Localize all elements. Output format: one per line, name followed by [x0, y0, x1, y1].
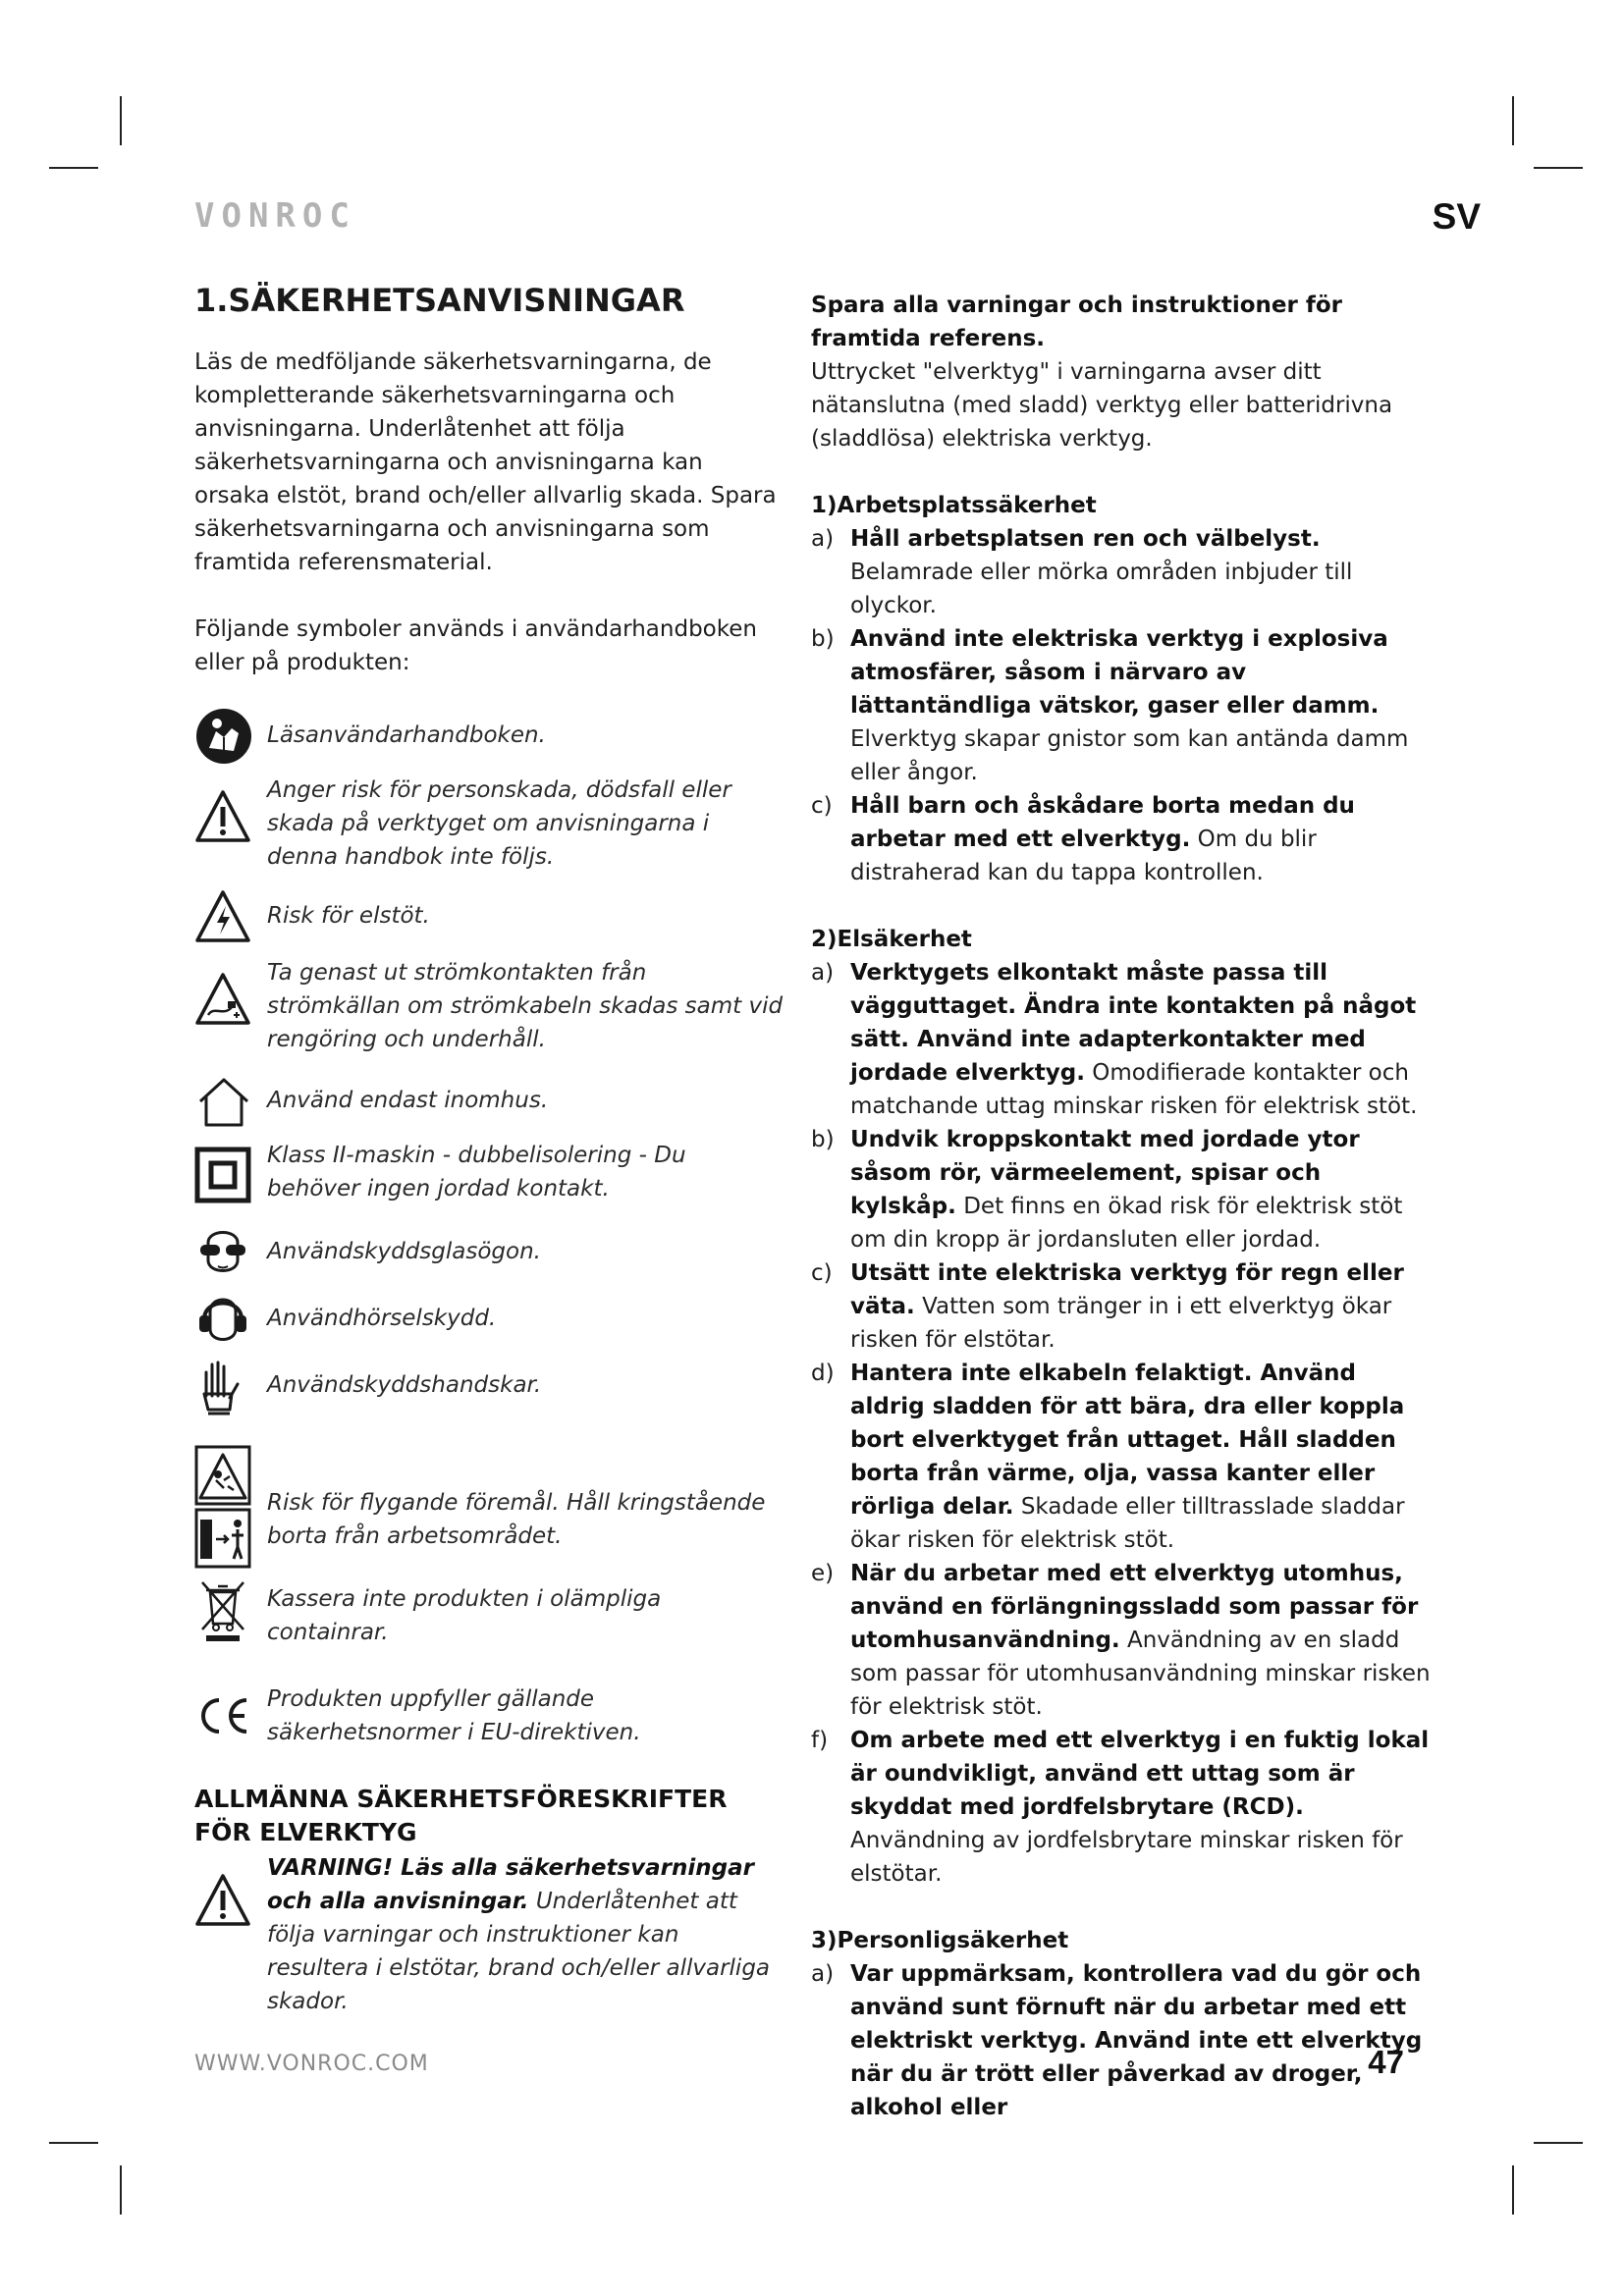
crop-mark	[1534, 2142, 1583, 2144]
crop-mark	[1512, 96, 1514, 145]
symbol-row	[194, 1357, 784, 1445]
item-marker: f)	[811, 1728, 829, 1753]
section-heading: 1)Arbetsplatssäkerhet	[811, 493, 1097, 518]
item-bold: Var uppmärksam, kontrollera vad du gör och använd sunt förnuft när du arbetar med ett elektriskt verktyg. Använd inte ett elverktyg när du är trött eller påverkad av droger, alkohol eller	[850, 1961, 1423, 2120]
save-instructions: Spara alla varningar och instruktioner för framtida referens.	[811, 293, 1342, 351]
symbol-row	[194, 707, 784, 774]
item-text	[850, 1957, 1432, 2124]
item-bold: Undvik kroppskontakt med jordade ytor såsom rör, värmeelement, spisar och kylskåp.	[850, 1127, 1360, 1219]
symbol-row	[194, 1223, 784, 1290]
warning-triangle-icon	[194, 1851, 267, 1928]
symbol-text: Klass II-maskin - dubbelisolering - Du behöver ingen jordad kontakt.	[267, 1143, 686, 1201]
symbol-list	[194, 707, 784, 1761]
symbol-text: Risk för flygande föremål. Håll kringstående borta från arbetsområdet.	[267, 1490, 766, 1549]
list-item	[811, 956, 1432, 1123]
crop-mark	[120, 2165, 122, 2215]
read-manual-icon	[194, 707, 267, 766]
item-rest: Omodifierade kontakter och matchande uttag minskar risken för elektrisk stöt.	[850, 1060, 1418, 1119]
item-marker: b)	[811, 626, 835, 652]
list-item	[811, 789, 1432, 889]
item-bold: Om arbete med ett elverktyg i en fuktig lokal är oundvikligt, använd ett uttag som är skyddat med jordfelsbrytare (RCD).	[850, 1728, 1430, 1820]
list-item	[811, 1123, 1432, 1256]
item-text	[850, 789, 1432, 889]
item-text	[850, 1724, 1432, 1891]
warning-bold: VARNING! Läs alla säkerhetsvarningar och alla anvisningar.	[267, 1855, 754, 1914]
item-rest: Vatten som tränger in i ett elverktyg ökar risken för elstötar.	[850, 1294, 1392, 1353]
warning-text	[267, 1851, 784, 2018]
symbols-intro: Följande symboler används i användarhandboken eller på produkten:	[194, 616, 757, 675]
symbol-text: Ta genast ut strömkontakten från strömkällan om strömkabeln skadas samt vid rengöring och underhåll.	[267, 960, 784, 1052]
item-marker: c)	[811, 793, 833, 819]
item-marker: d)	[811, 1361, 835, 1386]
symbol-text: Risk för elstöt.	[267, 903, 430, 929]
item-bold: Hantera inte elkabeln felaktigt. Använd aldrig sladden för att bära, dra eller koppla bort elverktyget från uttaget. Håll sladden borta från värme, olja, vassa kanter eller rörliga delar.	[850, 1361, 1405, 1520]
crossed-bin-icon	[194, 1576, 267, 1641]
symbol-row	[194, 1445, 784, 1576]
item-bold: När du arbetar med ett elverktyg utomhus, använd en förlängningssladd som passar för utomhusanvändning.	[850, 1561, 1419, 1653]
crop-mark	[49, 167, 98, 169]
electric-shock-icon	[194, 889, 267, 944]
symbol-text: Produkten uppfyller gällande säkerhetsnormer i EU-direktiven.	[267, 1686, 641, 1745]
item-rest: Skadade eller tilltrasslade sladdar ökar risken för elektrisk stöt.	[850, 1494, 1405, 1553]
flying-objects-icon	[194, 1445, 267, 1569]
item-marker: a)	[811, 960, 835, 986]
page-number: 47	[1368, 2044, 1404, 2080]
item-text	[850, 1557, 1432, 1724]
symbol-row	[194, 1074, 784, 1139]
item-text	[850, 622, 1432, 789]
symbol-row	[194, 1139, 784, 1223]
crop-mark	[1534, 167, 1583, 169]
safety-glasses-icon	[194, 1223, 267, 1280]
crop-mark	[120, 96, 122, 145]
warning-triangle-icon	[194, 774, 267, 844]
item-text	[850, 522, 1432, 622]
item-rest: Användning av jordfelsbrytare minskar risken för elstötar.	[850, 1828, 1403, 1887]
warning-row	[194, 1851, 784, 2018]
symbol-row	[194, 1679, 784, 1761]
item-rest: Belamrade eller mörka områden inbjuder till olyckor.	[850, 560, 1353, 618]
symbol-text: Användhörselskydd.	[267, 1306, 497, 1331]
section-electrical	[811, 923, 1432, 1891]
crop-mark	[49, 2142, 98, 2144]
item-marker: a)	[811, 526, 835, 552]
list-item	[811, 1557, 1432, 1724]
symbol-text: Kassera inte produkten i olämpliga containrar.	[267, 1586, 662, 1645]
symbol-text: Anger risk för personskada, dödsfall eller skada på verktyget om anvisningarna i denna handbok inte följs.	[267, 777, 731, 870]
item-rest: Användning av en sladd som passar för utomhusanvändning minskar risken för elektrisk stöt.	[850, 1628, 1431, 1720]
item-marker: b)	[811, 1127, 835, 1152]
unplug-icon	[194, 956, 267, 1027]
item-rest: Om du blir distraherad kan du tappa kontrollen.	[850, 827, 1317, 885]
general-safety-title: ALLMÄNNA SÄKERHETSFÖRESKRIFTER FÖR ELVERKTYG	[194, 1785, 728, 1846]
term-definition: Uttrycket "elverktyg" i varningarna avser ditt nätanslutna (med sladd) verktyg eller batteridrivna (sladdlösa) elektriska verktyg.	[811, 359, 1393, 452]
symbol-row	[194, 1290, 784, 1357]
section-heading: 2)Elsäkerhet	[811, 927, 972, 952]
right-column	[811, 289, 1432, 2124]
section-heading: 3)Personligsäkerhet	[811, 1928, 1069, 1953]
symbol-row	[194, 889, 784, 956]
item-marker: e)	[811, 1561, 835, 1586]
section-workplace	[811, 489, 1432, 889]
item-rest: Det finns en ökad risk för elektrisk stöt om din kropp är jordansluten eller jordad.	[850, 1194, 1403, 1253]
symbol-row	[194, 774, 784, 889]
list-item	[811, 1724, 1432, 1891]
warning-rest: Underlåtenhet att följa varningar och instruktioner kan resultera i elstötar, brand och/eller allvarliga skador.	[267, 1889, 771, 2014]
list-item	[811, 1957, 1432, 2124]
list-item	[811, 1256, 1432, 1357]
item-text	[850, 956, 1432, 1123]
item-rest: Elverktyg skapar gnistor som kan antända damm eller ångor.	[850, 726, 1409, 785]
symbol-text: Användskyddshandskar.	[267, 1372, 542, 1398]
class-ii-icon	[194, 1139, 267, 1203]
indoor-house-icon	[194, 1074, 267, 1129]
hearing-protection-icon	[194, 1290, 267, 1347]
item-bold: Utsätt inte elektriska verktyg för regn eller väta.	[850, 1260, 1404, 1319]
item-bold: Använd inte elektriska verktyg i explosiva atmosfärer, såsom i närvaro av lättantändliga vätskor, gaser eller damm.	[850, 626, 1388, 719]
symbol-row	[194, 956, 784, 1074]
item-bold: Verktygets elkontakt måste passa till vägguttaget. Ändra inte kontakten på något sätt. Använd inte adapterkontakter med jordade elverktyg.	[850, 960, 1417, 1086]
intro-paragraph: Läs de medföljande säkerhetsvarningarna, de kompletterande säkerhetsvarningarna och anvisningarna. Underlåtenhet att följa säkerhetsvarningarna och anvisningarna kan orsaka elstöt, brand och/eller allvarlig skada. Spara säkerhetsvarningarna och anvisningarna som framtida referensmaterial.	[194, 349, 777, 575]
list-item	[811, 522, 1432, 622]
item-text	[850, 1256, 1432, 1357]
footer-url: WWW.VONROC.COM	[194, 2052, 429, 2076]
item-bold: Håll barn och åskådare borta medan du arbetar med ett elverktyg.	[850, 793, 1355, 852]
list-item	[811, 1357, 1432, 1557]
section-personal	[811, 1924, 1432, 2124]
item-bold: Håll arbetsplatsen ren och välbelyst.	[850, 526, 1321, 552]
section-title: 1.SÄKERHETSANVISNINGAR	[194, 282, 685, 319]
item-marker: c)	[811, 1260, 833, 1286]
symbol-text: Läsanvändarhandboken.	[267, 722, 546, 748]
crop-mark	[1512, 2165, 1514, 2215]
brand-logo: VONROC	[194, 196, 356, 236]
left-column	[194, 279, 784, 2018]
item-text	[850, 1357, 1432, 1557]
gloves-icon	[194, 1357, 267, 1417]
item-text	[850, 1123, 1432, 1256]
item-marker: a)	[811, 1961, 835, 1987]
symbol-text: Användskyddsglasögon.	[267, 1239, 541, 1264]
ce-mark-icon	[194, 1679, 267, 1735]
language-code: SV	[1432, 196, 1481, 237]
symbol-row	[194, 1576, 784, 1679]
symbol-text: Använd endast inomhus.	[267, 1088, 549, 1113]
list-item	[811, 622, 1432, 789]
